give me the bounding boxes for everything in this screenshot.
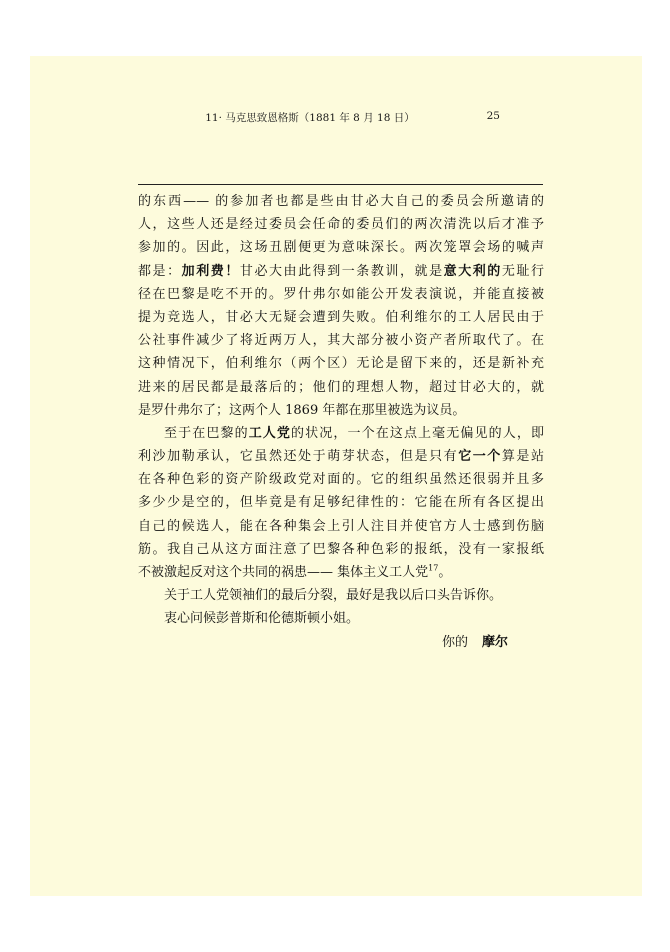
text-line: 筋。我自己从这方面注意了巴黎各种色彩的报纸，没有一家报纸: [138, 541, 544, 557]
running-header: [108, 110, 512, 128]
text-line: 参加的。因此，这场丑剧便更为意味深长。两次笼罩会场的喊声: [138, 240, 544, 256]
text-line: 的东西—— 的参加者也都是些由甘必大自己的委员会所邀请的: [138, 194, 544, 209]
text-line: 衷心问候彭普斯和伦德斯顿小姐。: [164, 611, 360, 627]
emphasis-text: 加利费！: [181, 263, 240, 279]
header-rule: [138, 184, 543, 185]
signature: [138, 631, 544, 654]
footnote-marker: 17: [428, 563, 439, 573]
text-line: 不被激起反对这个共同的祸患—— 集体主义工人党$^{17}$。: [138, 563, 452, 580]
emphasis-text: 意大利的: [443, 263, 502, 279]
letter-body: [138, 190, 544, 654]
signature-name: 摩尔: [482, 634, 509, 650]
text-line: 利沙加勒承认，它虽然还处于萌芽状态，但是只有它一个算是站: [138, 449, 544, 465]
text-line: 关于工人党领袖们的最后分裂，最好是我以后口头告诉你。: [164, 588, 503, 604]
text-line: 在各种色彩的资产阶级政党对面的。它的组织虽然还很弱并且多: [138, 472, 544, 488]
text-line: 多少少是空的，但毕竟是有足够纪律性的：它能在所有各区提出: [138, 495, 544, 511]
text-line: 都是：加利费！甘必大由此得到一条教训，就是意大利的无耻行: [138, 263, 544, 279]
text-line: 至于在巴黎的工人党的状况，一个在这点上毫无偏见的人，即: [164, 425, 544, 441]
text-line: 径在巴黎是吃不开的。罗什弗尔如能公开发表演说，并能直接被: [138, 286, 544, 302]
text-line: 人，这些人还是经过委员会任命的委员们的两次清洗以后才准予: [138, 217, 544, 233]
emphasis-text: 工人党: [248, 425, 292, 441]
text-line: 自己的候选人，能在各种集会上引人注目并使官方人士感到伤脑: [138, 518, 544, 534]
text-line: 公社事件减少了将近两万人，其大部分被小资产者所取代了。在: [138, 333, 544, 349]
text-line: 是罗什弗尔了；这两个人 1869 年都在那里被选为议员。: [138, 402, 466, 418]
text-line: 进来的居民都是最落后的；他们的理想人物，超过甘必大的，就: [138, 379, 544, 395]
emphasis-text: 它一个: [458, 449, 502, 465]
text-line: 这种情况下，伯利维尔（两个区）无论是留下来的，还是新补充: [138, 356, 544, 372]
page-number: 25: [486, 110, 500, 122]
text-line: 提为竞选人，甘必大无疑会遭到失败。伯利维尔的工人居民由于: [138, 309, 544, 325]
header-title: 11· 马克思致恩格斯（1881 年 8 月 18 日）: [205, 112, 415, 124]
signature-closing: 你的: [442, 634, 469, 650]
